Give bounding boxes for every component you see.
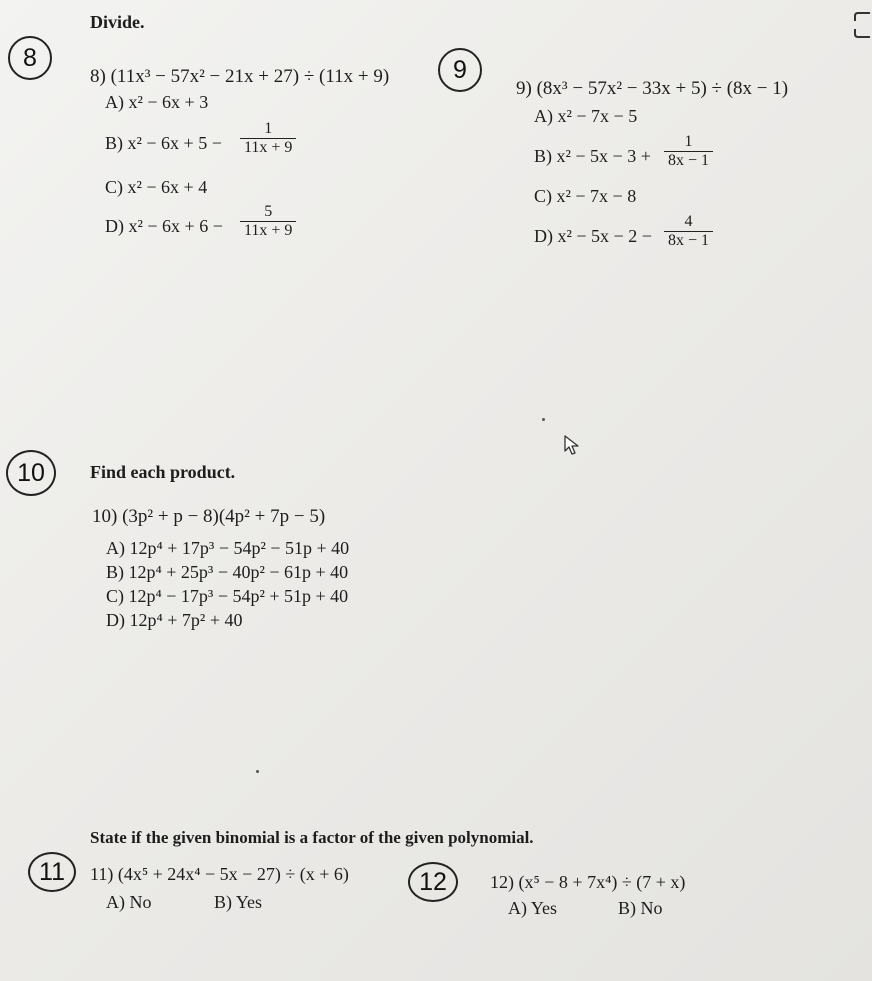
fraction-numerator: 4	[684, 213, 693, 230]
q12-choice-b[interactable]: B) No	[618, 898, 663, 918]
q8-choice-d-fraction	[240, 203, 296, 240]
fraction-denominator: 8x − 1	[664, 231, 713, 250]
fraction-numerator: 1	[684, 133, 693, 150]
divide-heading: Divide.	[90, 12, 145, 32]
question-9-badge: 9	[438, 48, 482, 92]
problem-11: 11) (4x⁵ + 24x⁴ − 5x − 27) ÷ (x + 6)	[90, 864, 349, 884]
corner-bracket-icon	[852, 10, 872, 40]
factor-heading: State if the given binomial is a factor of the given polynomial.	[90, 828, 534, 847]
problem-8: 8) (11x³ − 57x² − 21x + 27) ÷ (11x + 9)	[90, 66, 390, 87]
q9-choice-a[interactable]: A) x² − 7x − 5	[534, 106, 638, 126]
fraction-denominator: 8x − 1	[664, 151, 713, 170]
fraction-numerator: 1	[264, 120, 273, 137]
question-8-badge: 8	[8, 36, 52, 80]
fraction-denominator: 11x + 9	[240, 221, 296, 240]
stray-mark	[256, 770, 259, 773]
problem-10: 10) (3p² + p − 8)(4p² + 7p − 5)	[92, 506, 326, 527]
q9-choice-d[interactable]: D) x² − 5x − 2 −	[534, 226, 652, 246]
q11-choice-a[interactable]: A) No	[106, 892, 152, 912]
q10-choice-a[interactable]: A) 12p⁴ + 17p³ − 54p² − 51p + 40	[106, 538, 350, 558]
q11-choice-b[interactable]: B) Yes	[214, 892, 263, 912]
q8-choice-d[interactable]: D) x² − 6x + 6 −	[105, 216, 223, 236]
mouse-cursor-icon	[562, 434, 584, 456]
q8-choice-a[interactable]: A) x² − 6x + 3	[105, 92, 209, 112]
question-10-badge: 10	[6, 450, 56, 496]
q9-choice-b-fraction	[664, 133, 713, 170]
q12-choice-a[interactable]: A) Yes	[508, 898, 558, 918]
fraction-numerator: 5	[264, 203, 273, 220]
q10-choice-d[interactable]: D) 12p⁴ + 7p² + 40	[106, 610, 243, 630]
question-12-badge: 12	[408, 862, 458, 902]
stray-mark	[542, 418, 545, 421]
q8-choice-b-fraction	[240, 120, 296, 157]
fraction-denominator: 11x + 9	[240, 138, 296, 157]
q10-choice-b[interactable]: B) 12p⁴ + 25p³ − 40p² − 61p + 40	[106, 562, 349, 582]
question-11-badge: 11	[28, 852, 76, 892]
q9-choice-b[interactable]: B) x² − 5x − 3 +	[534, 146, 651, 166]
q8-choice-b[interactable]: B) x² − 6x + 5 −	[105, 133, 222, 153]
q9-choice-c[interactable]: C) x² − 7x − 8	[534, 186, 637, 206]
problem-9: 9) (8x³ − 57x² − 33x + 5) ÷ (8x − 1)	[516, 78, 789, 99]
q8-choice-c[interactable]: C) x² − 6x + 4	[105, 177, 208, 197]
q10-choice-c[interactable]: C) 12p⁴ − 17p³ − 54p² + 51p + 40	[106, 586, 349, 606]
product-heading: Find each product.	[90, 462, 236, 482]
problem-12: 12) (x⁵ − 8 + 7x⁴) ÷ (7 + x)	[490, 872, 686, 892]
q9-choice-d-fraction	[664, 213, 713, 250]
